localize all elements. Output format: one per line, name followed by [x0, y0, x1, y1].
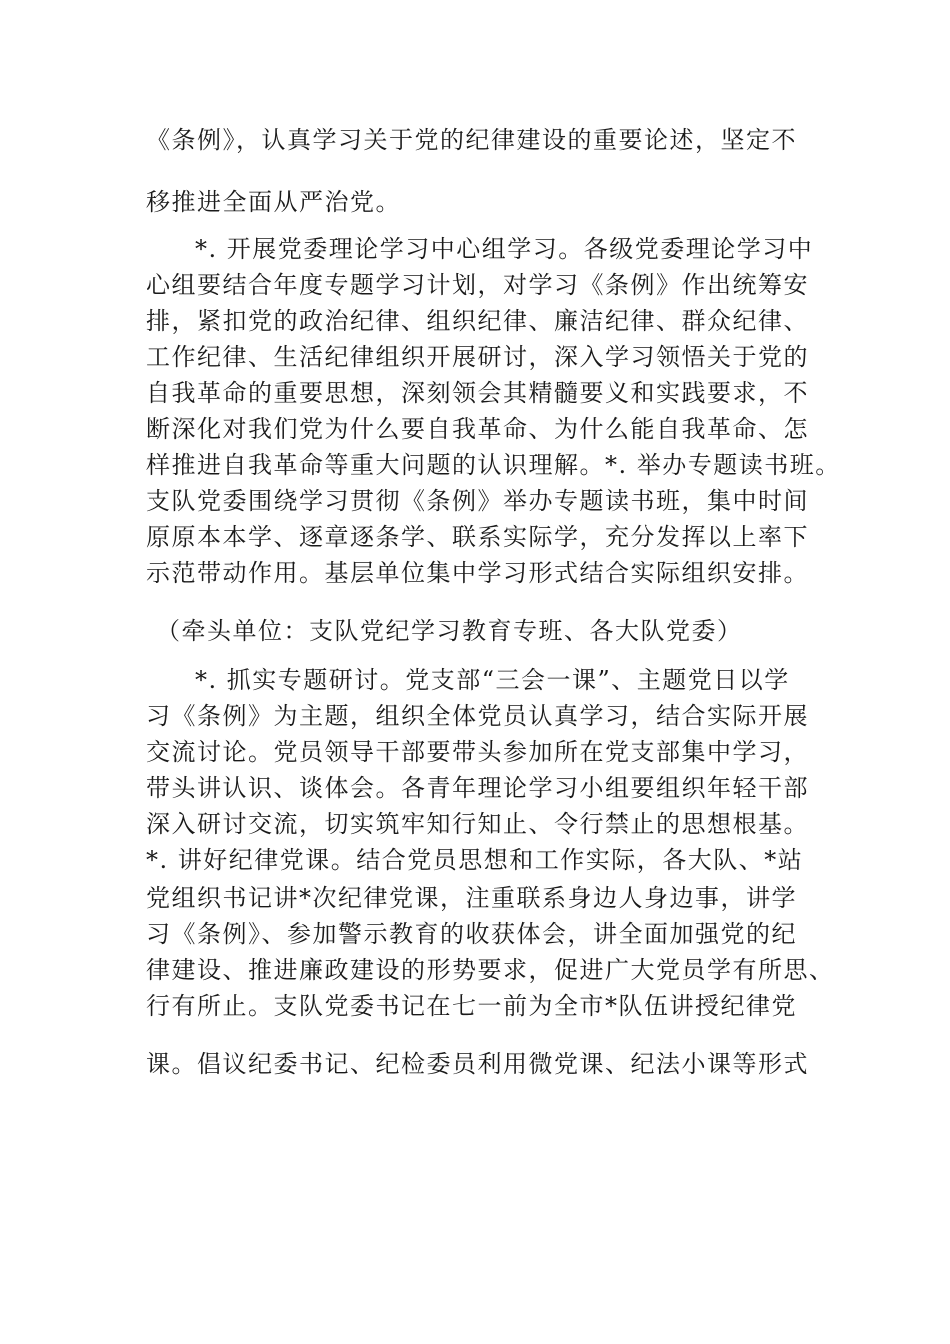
- text-line: 工作纪律、生活纪律组织开展研讨，深入学习领悟关于党的: [146, 343, 809, 371]
- text-line: 习《条例》、参加警示教育的收获体会，讲全面加强党的纪: [146, 920, 797, 948]
- text-line: 样推进自我革命等重大问题的认识理解。*. 举办专题读书班。: [146, 451, 841, 479]
- text-line: 带头讲认识、谈体会。各青年理论学习小组要组织年轻干部: [146, 774, 809, 802]
- paragraph-start-line: *. 抓实专题研讨。党支部“三会一课”、主题党日以学: [195, 666, 790, 694]
- lead-unit-note: （牵头单位：支队党纪学习教育专班、各大队党委）: [156, 617, 743, 645]
- text-line: 交流讨论。党员领导干部要带头参加所在党支部集中学习，: [146, 738, 809, 766]
- text-line: 支队党委围绕学习贯彻《条例》举办专题读书班，集中时间: [146, 487, 809, 515]
- text-line: 习《条例》为主题，组织全体党员认真学习，结合实际开展: [146, 702, 809, 730]
- paragraph-start-line: *. 开展党委理论学习中心组学习。各级党委理论学习中: [195, 235, 814, 263]
- text-line: 深入研讨交流，切实筑牢知行知止、令行禁止的思想根基。: [146, 810, 809, 838]
- text-line: *. 讲好纪律党课。结合党员思想和工作实际，各大队、*站: [146, 846, 804, 874]
- text-line: 断深化对我们党为什么要自我革命、为什么能自我革命、怎: [146, 415, 809, 443]
- text-line: 排，紧扣党的政治纪律、组织纪律、廉洁纪律、群众纪律、: [146, 307, 809, 335]
- text-line: 行有所止。支队党委书记在七一前为全市*队伍讲授纪律党: [146, 992, 797, 1020]
- text-line: 党组织书记讲*次纪律党课，注重联系身边人身边事，讲学: [146, 884, 797, 912]
- text-line: 示范带动作用。基层单位集中学习形式结合实际组织安排。: [146, 559, 809, 587]
- text-line: 原原本本学、逐章逐条学、联系实际学，充分发挥以上率下: [146, 523, 809, 551]
- text-line: 移推进全面从严治党。: [146, 188, 401, 216]
- text-line: 律建设、推进廉政建设的形势要求，促进广大党员学有所思、: [146, 956, 835, 984]
- text-line: 课。倡议纪委书记、纪检委员利用微党课、纪法小课等形式: [146, 1050, 809, 1078]
- text-line: 《条例》，认真学习关于党的纪律建设的重要论述，坚定不: [146, 126, 797, 154]
- text-line: 自我革命的重要思想，深刻领会其精髓要义和实践要求，不: [146, 379, 809, 407]
- text-line: 心组要结合年度专题学习计划，对学习《条例》作出统筹安: [146, 271, 809, 299]
